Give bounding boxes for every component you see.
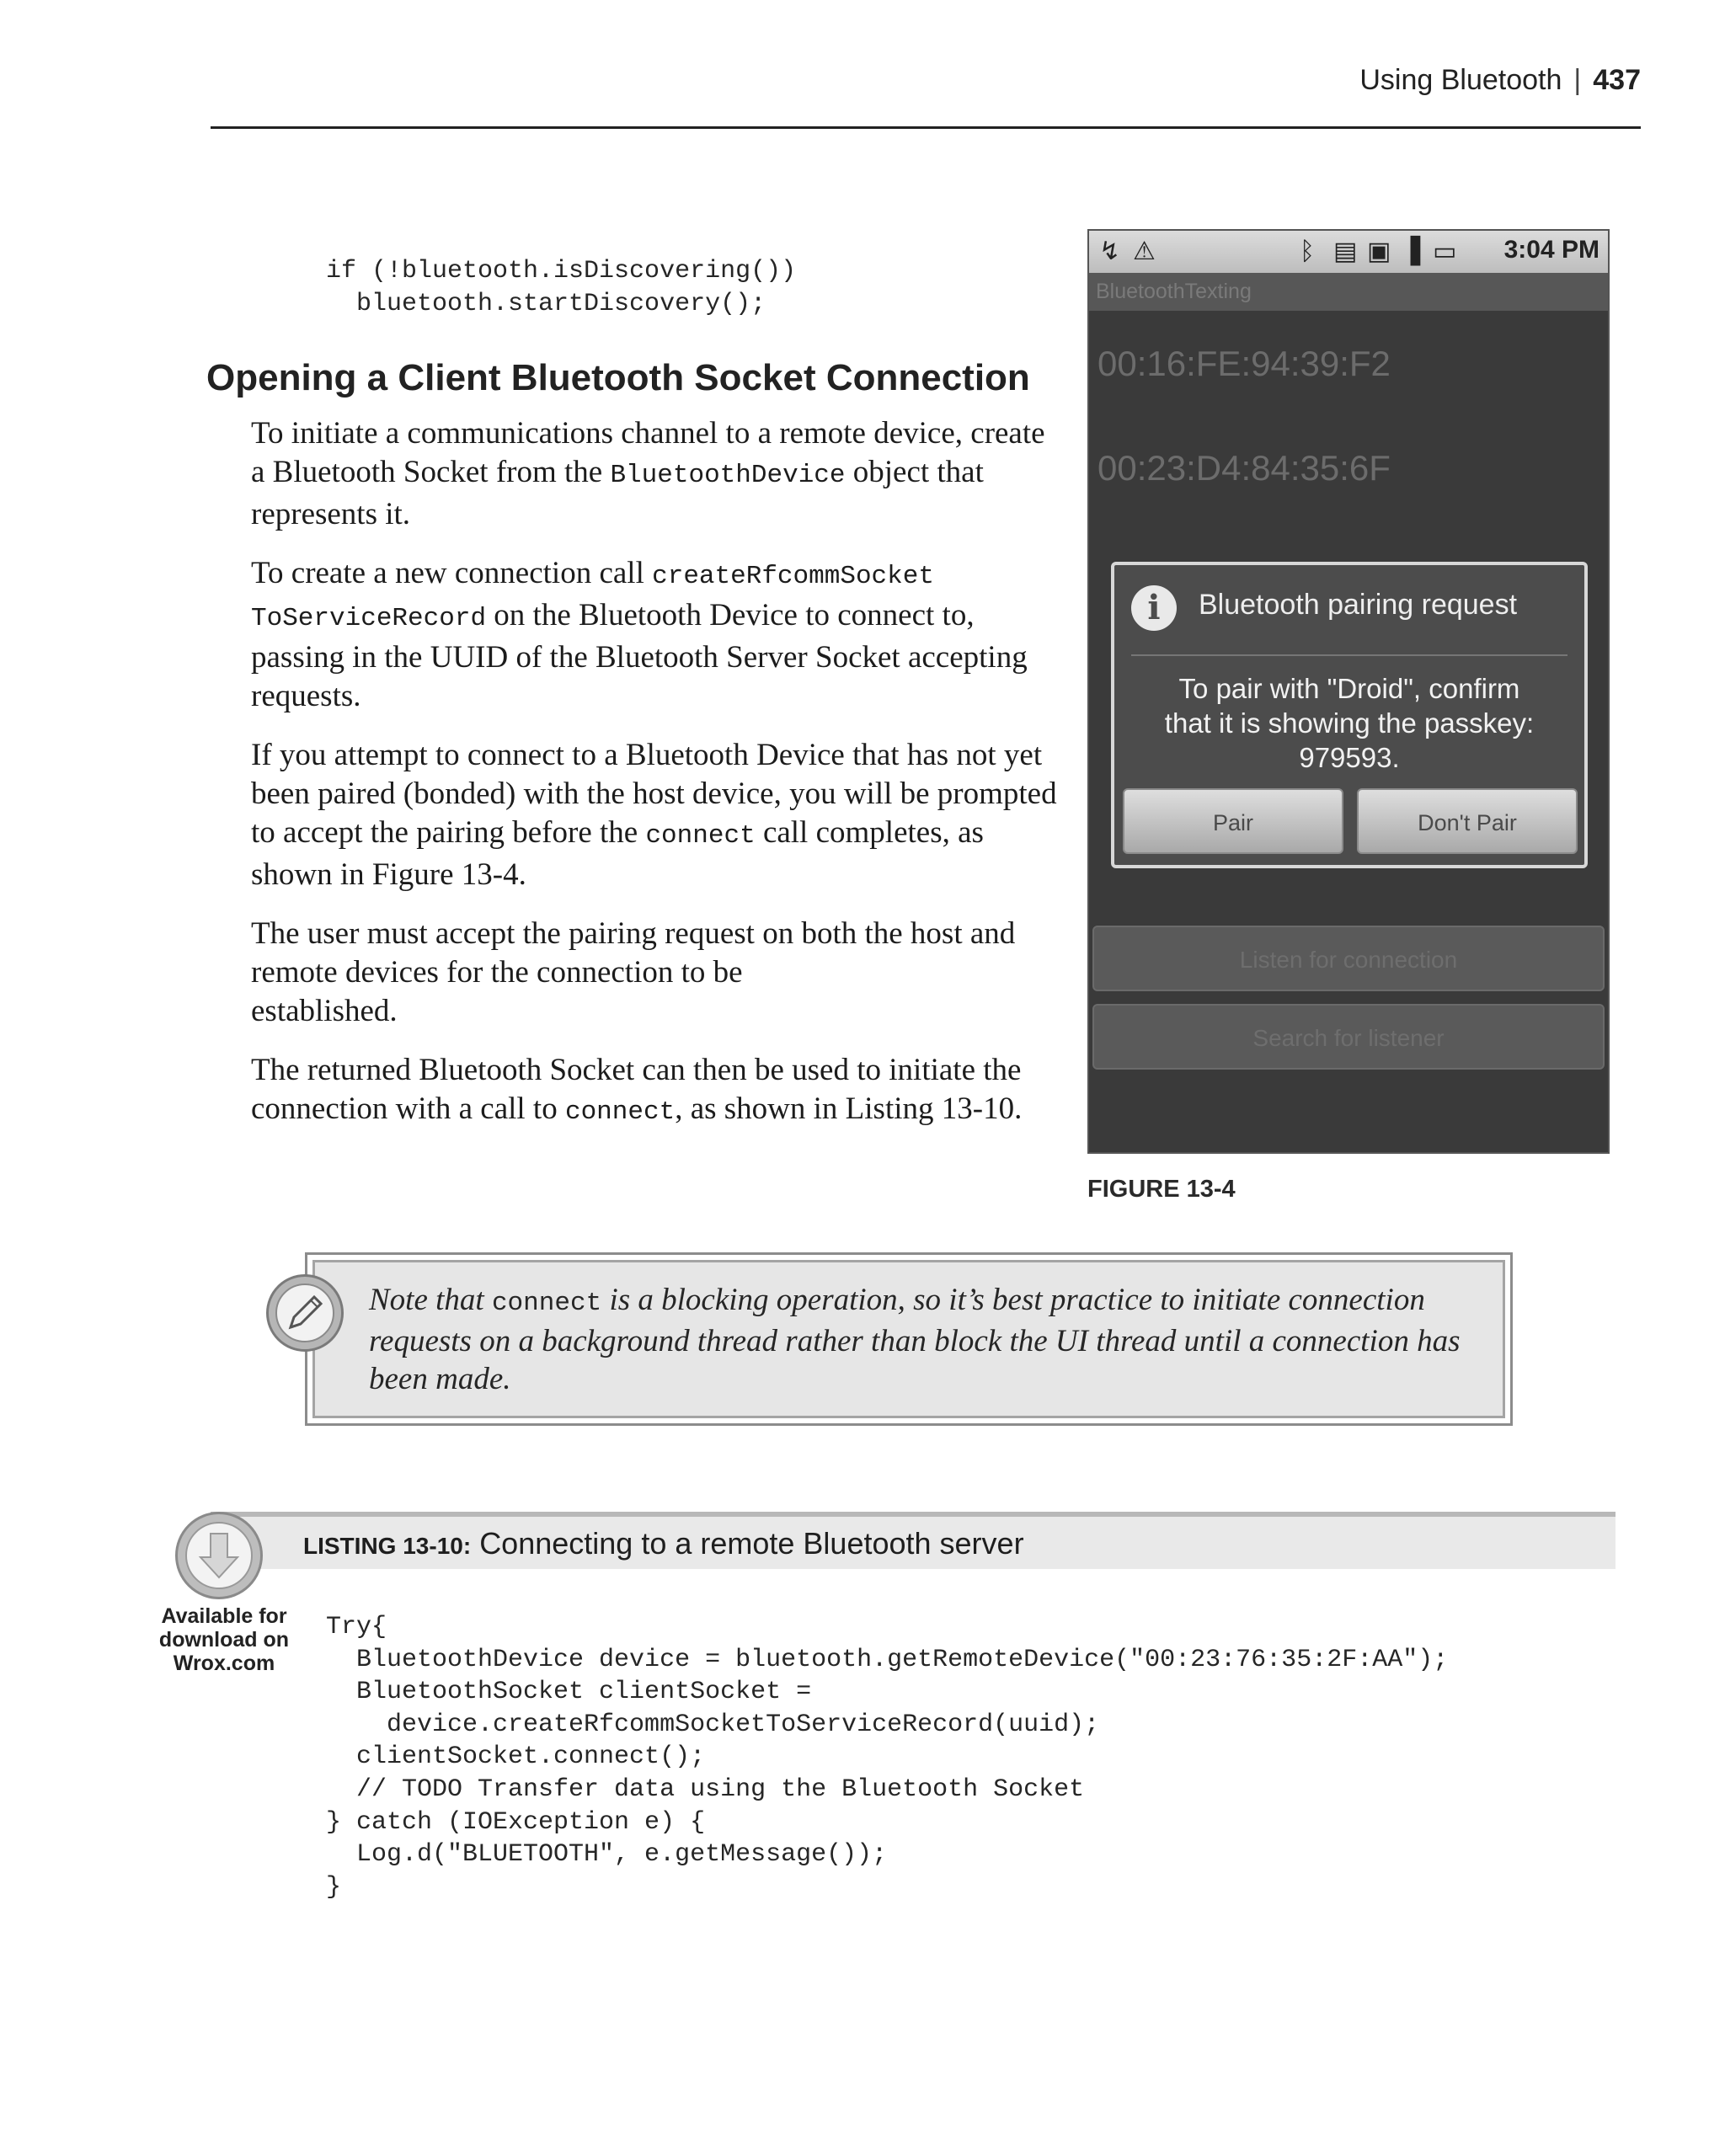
- note-text-part: Note that: [369, 1283, 492, 1317]
- pairing-dialog: [1111, 562, 1588, 868]
- code-line: } catch (IOException e) {: [326, 1807, 706, 1837]
- dialog-passkey: 979593.: [1299, 742, 1400, 773]
- running-header: [1359, 64, 1641, 97]
- dialog-message: [1123, 671, 1576, 775]
- header-rule: [211, 126, 1641, 129]
- search-for-listener-button[interactable]: Search for listener: [1092, 1004, 1605, 1070]
- note-text: [369, 1281, 1479, 1398]
- status-time: 3:04 PM: [1503, 236, 1599, 264]
- paragraph-text: The user must accept the pairing request on both the host and remote devices for the connection to be: [251, 916, 1016, 990]
- sim-icon: ▤: [1333, 237, 1358, 266]
- figure-phone-screenshot: [1087, 229, 1610, 1154]
- paragraph-2: [251, 554, 1066, 716]
- running-header-title: Using Bluetooth: [1359, 64, 1562, 96]
- paragraph-text: call completes, as shown in Figure 13-4.: [251, 815, 984, 892]
- dialog-message-line: To pair with "Droid", confirm: [1178, 673, 1520, 704]
- page-number: 437: [1593, 64, 1641, 96]
- paragraph-5: [251, 1051, 1060, 1132]
- paragraph-text: on the Bluetooth Device to connect to, passing in the UUID of the Bluetooth Server Socket accepting requests.: [251, 598, 1028, 713]
- battery-icon: ▭: [1433, 237, 1457, 266]
- pencil-glyph: [277, 1285, 333, 1341]
- paragraph-4: [251, 915, 1043, 1031]
- pair-button[interactable]: Pair: [1123, 788, 1343, 854]
- inline-code: ToServiceRecord: [251, 604, 487, 633]
- inline-code: connect: [564, 1097, 676, 1127]
- signal-icon: ▐: [1401, 237, 1421, 266]
- warning-icon: ⚠: [1133, 237, 1156, 266]
- paragraph-text: To initiate a communications channel to a remote device, create a Bluetooth Socket from the: [251, 416, 1045, 489]
- dialog-title: Bluetooth pairing request: [1199, 589, 1518, 621]
- paragraph-text: object that represents it.: [251, 455, 984, 531]
- dialog-divider: [1131, 654, 1567, 656]
- code-line: Log.d("BLUETOOTH", e.getMessage());: [326, 1840, 888, 1870]
- download-icon: [175, 1512, 263, 1599]
- download-note-line: Available for: [161, 1604, 287, 1628]
- paragraph-3: [251, 736, 1066, 894]
- pencil-icon-inner: [275, 1283, 334, 1342]
- download-note-line: download on: [158, 1628, 290, 1652]
- device-list-item[interactable]: 00:23:D4:84:35:6F: [1097, 448, 1391, 488]
- usb-icon: ↯: [1099, 237, 1121, 266]
- app-title: BluetoothTexting: [1096, 280, 1252, 303]
- figure-caption: FIGURE 13-4: [1087, 1176, 1236, 1203]
- code-line: clientSocket.connect();: [326, 1742, 706, 1772]
- code-line: Try{: [326, 1613, 387, 1641]
- listing-label: LISTING 13-10:: [303, 1533, 472, 1559]
- device-list-item[interactable]: 00:16:FE:94:39:F2: [1097, 344, 1391, 383]
- running-header-separator: |: [1573, 64, 1582, 96]
- download-note-line: Wrox.com: [173, 1652, 275, 1675]
- listing-title: [303, 1526, 1024, 1561]
- section-heading: Opening a Client Bluetooth Socket Connection: [206, 357, 1030, 398]
- note-inner: [312, 1260, 1505, 1418]
- paragraph-text: , as shown in Listing 13-10.: [675, 1091, 1023, 1126]
- listing-title-text: Connecting to a remote Bluetooth server: [479, 1526, 1024, 1561]
- code-line: // TODO Transfer data using the Bluetooth Socket: [326, 1774, 1085, 1804]
- dialog-message-line: that it is showing the passkey:: [1164, 707, 1535, 739]
- code-line: BluetoothDevice device = bluetooth.getRemoteDevice("00:23:76:35:2F:AA");: [326, 1645, 1449, 1674]
- code-listing: [326, 1611, 1448, 1903]
- code-line: }: [326, 1872, 342, 1902]
- inline-code: BluetoothDevice: [610, 461, 846, 490]
- info-icon: i: [1131, 585, 1177, 631]
- code-line: if (!bluetooth.isDiscovering()): [326, 257, 797, 286]
- inline-code: connect: [645, 821, 756, 851]
- paragraph-1: [251, 414, 1066, 534]
- inline-code: createRfcommSocket: [652, 562, 934, 591]
- dont-pair-button[interactable]: Don't Pair: [1357, 788, 1578, 854]
- code-line: bluetooth.startDiscovery();: [326, 289, 766, 318]
- code-snippet-discovery: [326, 255, 796, 320]
- status-bar: [1089, 231, 1608, 273]
- download-icon-inner: [185, 1522, 253, 1589]
- note-text-part: is a blocking operation, so it’s best practice to initiate connection requests on a background thread rather than block the UI thread until a connection has been made.: [369, 1283, 1461, 1396]
- paragraph-text: If you attempt to connect to a Bluetooth Device that has not yet been paired (bonded) with the host device, you will be prompted to accept the pairing before the: [251, 738, 1057, 850]
- code-line: device.createRfcommSocketToServiceRecord(uuid);: [326, 1710, 1100, 1739]
- paragraph-text: To create a new connection call: [251, 556, 653, 590]
- code-line: BluetoothSocket clientSocket =: [326, 1678, 812, 1707]
- body-text: [251, 414, 1066, 1152]
- listen-for-connection-button[interactable]: Listen for connection: [1092, 926, 1605, 991]
- note-box: [305, 1252, 1513, 1426]
- mute-icon: ▣: [1367, 237, 1391, 266]
- download-note: [152, 1604, 296, 1675]
- paragraph-text: established.: [251, 994, 398, 1028]
- download-arrow-glyph: [187, 1524, 251, 1588]
- app-title-bar: [1089, 273, 1608, 311]
- bluetooth-icon: ᛒ: [1300, 237, 1315, 266]
- inline-code: connect: [491, 1289, 602, 1318]
- pencil-icon: [266, 1274, 344, 1352]
- paragraph-text: The returned Bluetooth Socket can then be used to initiate the connection with a call to: [251, 1053, 1022, 1126]
